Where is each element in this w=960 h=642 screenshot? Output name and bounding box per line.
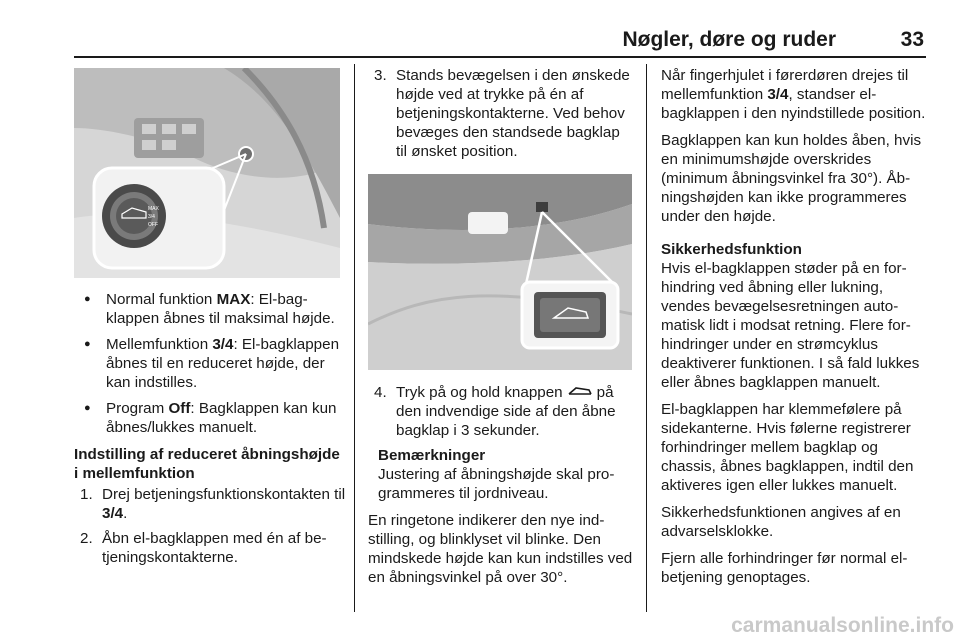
dial-label-max: MAX — [148, 206, 159, 212]
page-number: 33 — [900, 28, 924, 51]
tailgate-button-illustration — [368, 174, 632, 370]
list-item: ● Program Off: Bagklappen kan kun åbnes/lukkes manuelt. — [74, 399, 346, 437]
column-3 — [661, 66, 929, 595]
paragraph: Sikkerhedsfunktionen angives af en advarselsklokke. — [661, 504, 901, 540]
door-switch-drawing — [74, 68, 340, 278]
page-header — [74, 18, 926, 58]
note-heading: Bemærkninger — [378, 447, 486, 465]
tailgate-drawing — [368, 174, 632, 370]
paragraph: El-bagklappen har klemmefølere på sidekanterne. Hvis følerne registrerer forhindringer mellem bagklap og chassis, åbnes bagklappen, indtil den aktiveres igen eller lukkes manuelt. — [661, 401, 914, 494]
paragraph: Bagklappen kan kun holdes åben, hvis en minimumshøjde overskrides (minimum åbningsvinkel fra 30°). Åbningshøjden kan ikke programmeres under den højde. — [661, 132, 922, 225]
list-item: 1. Drej betjeningsfunktionskontakten til 3/4. — [80, 486, 346, 522]
watermark: carmanualsonline.info — [731, 614, 954, 637]
column-1 — [74, 290, 346, 573]
list-item: 2. Åbn el-bagklappen med én af betjeningskontakterne. — [80, 530, 327, 566]
steps-list-continued — [368, 66, 634, 161]
column-divider-1 — [354, 64, 355, 612]
dial-label-three-quarter: 3/4 — [148, 214, 155, 220]
note-block — [368, 446, 634, 503]
list-item: 3. Stands bevægelsen i den ønskede højde ved at trykke på én af betjeningskontakterne. Ved behov bevæges den standsede bagklap til ønsket position. — [374, 67, 630, 160]
note-text: Justering af åbningshøjde skal programmeres til jordniveau. — [378, 466, 615, 503]
paragraph: En ringetone indikerer den nye indstilling, og blinklyset vil blinke. Den mindskede højde kan kun indstilles ved en åbningsvinkel på over 30°. — [368, 512, 633, 587]
door-dial-illustration — [74, 68, 340, 278]
list-item: ● Normal funktion MAX: El-bagklappen åbnes til maksimal højde. — [74, 290, 346, 328]
paragraph: Hvis el-bagklappen støder på en forhindring ved åbning eller lukning, vendes bevægelsesretningen automatisk lidt i modsat retning. Flere forhindringer under en strømcyklus deaktiverer funktionen. I så fald lukkes eller åbnes bagklappen manuelt. — [661, 260, 920, 391]
dial-label-off: OFF — [148, 222, 158, 228]
column-2-bottom — [368, 383, 634, 595]
column-2-top — [368, 66, 634, 167]
column-divider-2 — [646, 64, 647, 612]
list-item: 4. Tryk på og hold knappen på den indvendige side af den åbne bagklap i 3 sekunder. — [374, 384, 616, 440]
list-item: ● Mellemfunktion 3/4: El-bagklappen åbnes til en reduceret højde, der kan indstilles. — [74, 335, 346, 392]
steps-list — [74, 485, 346, 567]
tailgate-icon — [567, 383, 593, 402]
section-subheading: Indstilling af reduceret åbningshøjde i mellemfunktion — [74, 446, 340, 482]
paragraph: Fjern alle forhindringer før normal elbetjening genoptages. — [661, 550, 908, 586]
chapter-title: Nøgler, døre og ruder — [622, 28, 836, 51]
steps-list-final — [368, 383, 634, 440]
paragraph: Når fingerhjulet i førerdøren drejes til mellemfunktion 3/4, standser el-bagklappen i den nyindstillede position. — [661, 67, 926, 122]
mode-list — [74, 290, 346, 437]
safety-heading: Sikkerhedsfunktion — [661, 241, 802, 258]
